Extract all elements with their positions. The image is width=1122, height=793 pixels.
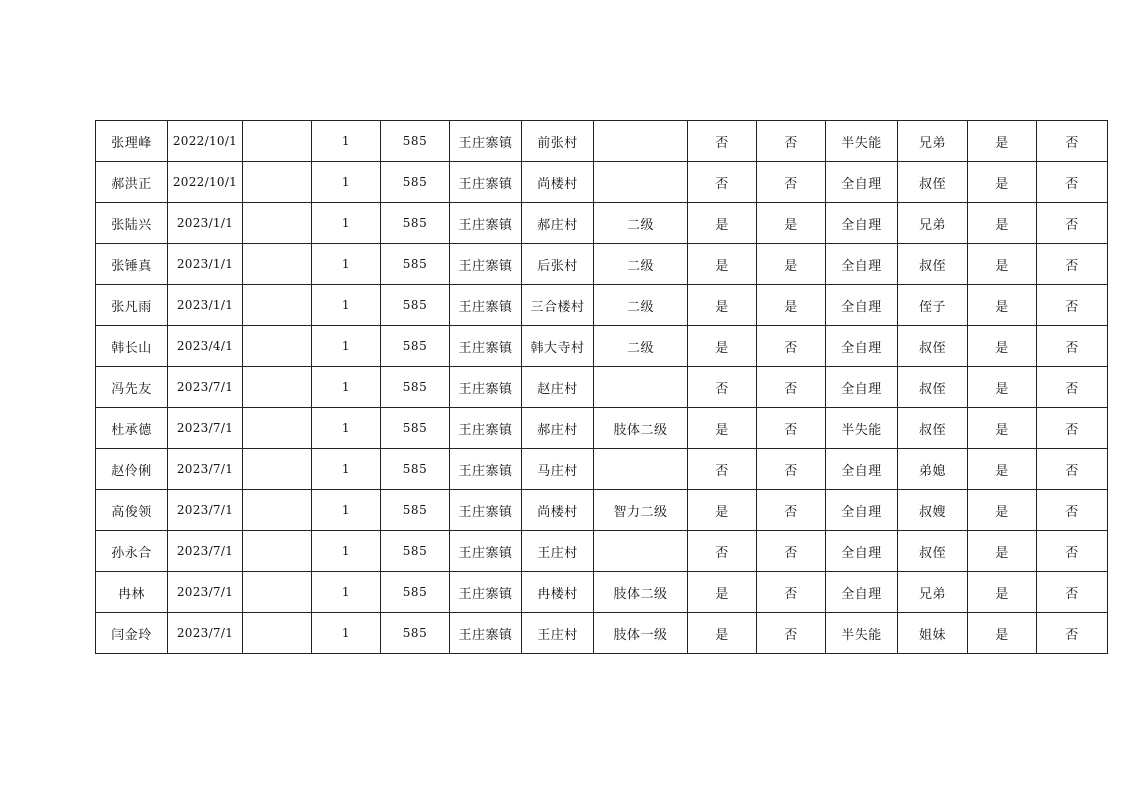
flag4-cell: 否: [1037, 408, 1108, 449]
table-row: [96, 572, 1108, 613]
blank-cell: [243, 613, 312, 654]
date-cell: 2023/7/1: [168, 408, 243, 449]
flag3-cell: 是: [968, 162, 1037, 203]
count-cell: 1: [312, 121, 381, 162]
relation-cell: 兄弟: [898, 121, 968, 162]
name-cell: 张凡雨: [96, 285, 168, 326]
village-cell: 王庄村: [522, 531, 594, 572]
village-cell: 三合楼村: [522, 285, 594, 326]
relation-cell: 兄弟: [898, 203, 968, 244]
flag3-cell: 是: [968, 244, 1037, 285]
town-cell: 王庄寨镇: [450, 285, 522, 326]
flag3-cell: 是: [968, 613, 1037, 654]
disability-cell: [594, 449, 688, 490]
amount-cell: 585: [381, 572, 450, 613]
village-cell: 王庄村: [522, 613, 594, 654]
flag1-cell: 是: [688, 244, 757, 285]
date-cell: 2023/7/1: [168, 449, 243, 490]
table-row: [96, 408, 1108, 449]
disability-cell: 智力二级: [594, 490, 688, 531]
flag3-cell: 是: [968, 121, 1037, 162]
name-cell: 高俊领: [96, 490, 168, 531]
date-cell: 2023/1/1: [168, 285, 243, 326]
name-cell: 郝洪正: [96, 162, 168, 203]
flag1-cell: 是: [688, 285, 757, 326]
flag3-cell: 是: [968, 285, 1037, 326]
disability-cell: 二级: [594, 244, 688, 285]
flag2-cell: 否: [757, 162, 826, 203]
blank-cell: [243, 285, 312, 326]
village-cell: 尚楼村: [522, 162, 594, 203]
flag1-cell: 是: [688, 490, 757, 531]
name-cell: 韩长山: [96, 326, 168, 367]
town-cell: 王庄寨镇: [450, 531, 522, 572]
count-cell: 1: [312, 531, 381, 572]
flag2-cell: 是: [757, 244, 826, 285]
town-cell: 王庄寨镇: [450, 244, 522, 285]
disability-cell: 肢体二级: [594, 408, 688, 449]
town-cell: 王庄寨镇: [450, 367, 522, 408]
flag3-cell: 是: [968, 449, 1037, 490]
flag3-cell: 是: [968, 490, 1037, 531]
flag4-cell: 否: [1037, 572, 1108, 613]
date-cell: 2022/10/1: [168, 121, 243, 162]
amount-cell: 585: [381, 531, 450, 572]
blank-cell: [243, 326, 312, 367]
disability-cell: [594, 162, 688, 203]
flag1-cell: 否: [688, 449, 757, 490]
flag1-cell: 否: [688, 121, 757, 162]
flag2-cell: 是: [757, 285, 826, 326]
name-cell: 张锤真: [96, 244, 168, 285]
flag2-cell: 否: [757, 613, 826, 654]
flag4-cell: 否: [1037, 162, 1108, 203]
count-cell: 1: [312, 613, 381, 654]
blank-cell: [243, 244, 312, 285]
roster-body: [96, 121, 1108, 654]
blank-cell: [243, 121, 312, 162]
blank-cell: [243, 572, 312, 613]
ability-cell: 全自理: [826, 490, 898, 531]
town-cell: 王庄寨镇: [450, 613, 522, 654]
village-cell: 赵庄村: [522, 367, 594, 408]
flag2-cell: 否: [757, 572, 826, 613]
date-cell: 2023/4/1: [168, 326, 243, 367]
blank-cell: [243, 203, 312, 244]
flag2-cell: 否: [757, 490, 826, 531]
flag3-cell: 是: [968, 326, 1037, 367]
flag4-cell: 否: [1037, 531, 1108, 572]
flag4-cell: 否: [1037, 326, 1108, 367]
relation-cell: 兄弟: [898, 572, 968, 613]
relation-cell: 叔侄: [898, 244, 968, 285]
ability-cell: 全自理: [826, 285, 898, 326]
amount-cell: 585: [381, 449, 450, 490]
village-cell: 尚楼村: [522, 490, 594, 531]
relation-cell: 叔侄: [898, 531, 968, 572]
relation-cell: 弟媳: [898, 449, 968, 490]
flag1-cell: 是: [688, 203, 757, 244]
ability-cell: 全自理: [826, 531, 898, 572]
table-row: [96, 326, 1108, 367]
flag1-cell: 否: [688, 162, 757, 203]
flag4-cell: 否: [1037, 490, 1108, 531]
disability-cell: 肢体二级: [594, 572, 688, 613]
ability-cell: 全自理: [826, 367, 898, 408]
name-cell: 孙永合: [96, 531, 168, 572]
name-cell: 赵伶俐: [96, 449, 168, 490]
town-cell: 王庄寨镇: [450, 408, 522, 449]
count-cell: 1: [312, 490, 381, 531]
amount-cell: 585: [381, 203, 450, 244]
flag2-cell: 否: [757, 121, 826, 162]
village-cell: 韩大寺村: [522, 326, 594, 367]
flag3-cell: 是: [968, 572, 1037, 613]
disability-cell: 二级: [594, 203, 688, 244]
amount-cell: 585: [381, 244, 450, 285]
roster-table: [95, 120, 1108, 654]
relation-cell: 叔侄: [898, 408, 968, 449]
count-cell: 1: [312, 285, 381, 326]
flag4-cell: 否: [1037, 613, 1108, 654]
table-row: [96, 162, 1108, 203]
blank-cell: [243, 531, 312, 572]
amount-cell: 585: [381, 162, 450, 203]
relation-cell: 侄子: [898, 285, 968, 326]
relation-cell: 叔侄: [898, 326, 968, 367]
village-cell: 后张村: [522, 244, 594, 285]
flag1-cell: 是: [688, 326, 757, 367]
town-cell: 王庄寨镇: [450, 203, 522, 244]
date-cell: 2023/1/1: [168, 244, 243, 285]
name-cell: 闫金玲: [96, 613, 168, 654]
flag3-cell: 是: [968, 203, 1037, 244]
ability-cell: 全自理: [826, 162, 898, 203]
flag4-cell: 否: [1037, 449, 1108, 490]
ability-cell: 全自理: [826, 572, 898, 613]
town-cell: 王庄寨镇: [450, 449, 522, 490]
blank-cell: [243, 449, 312, 490]
blank-cell: [243, 408, 312, 449]
blank-cell: [243, 490, 312, 531]
relation-cell: 姐妹: [898, 613, 968, 654]
blank-cell: [243, 162, 312, 203]
disability-cell: 二级: [594, 285, 688, 326]
name-cell: 冉林: [96, 572, 168, 613]
ability-cell: 半失能: [826, 408, 898, 449]
date-cell: 2023/7/1: [168, 531, 243, 572]
amount-cell: 585: [381, 490, 450, 531]
village-cell: 马庄村: [522, 449, 594, 490]
town-cell: 王庄寨镇: [450, 121, 522, 162]
flag2-cell: 否: [757, 531, 826, 572]
flag4-cell: 否: [1037, 244, 1108, 285]
name-cell: 张理峰: [96, 121, 168, 162]
date-cell: 2023/7/1: [168, 490, 243, 531]
ability-cell: 全自理: [826, 326, 898, 367]
table-row: [96, 367, 1108, 408]
village-cell: 郝庄村: [522, 203, 594, 244]
ability-cell: 全自理: [826, 449, 898, 490]
count-cell: 1: [312, 162, 381, 203]
disability-cell: [594, 531, 688, 572]
name-cell: 冯先友: [96, 367, 168, 408]
disability-cell: [594, 367, 688, 408]
flag2-cell: 是: [757, 203, 826, 244]
relation-cell: 叔嫂: [898, 490, 968, 531]
town-cell: 王庄寨镇: [450, 326, 522, 367]
flag2-cell: 否: [757, 367, 826, 408]
flag1-cell: 否: [688, 531, 757, 572]
ability-cell: 半失能: [826, 121, 898, 162]
disability-cell: 二级: [594, 326, 688, 367]
village-cell: 冉楼村: [522, 572, 594, 613]
count-cell: 1: [312, 203, 381, 244]
date-cell: 2023/7/1: [168, 367, 243, 408]
table-row: [96, 121, 1108, 162]
count-cell: 1: [312, 244, 381, 285]
ability-cell: 全自理: [826, 203, 898, 244]
name-cell: 张陆兴: [96, 203, 168, 244]
count-cell: 1: [312, 367, 381, 408]
count-cell: 1: [312, 326, 381, 367]
ability-cell: 半失能: [826, 613, 898, 654]
town-cell: 王庄寨镇: [450, 490, 522, 531]
flag4-cell: 否: [1037, 203, 1108, 244]
relation-cell: 叔侄: [898, 367, 968, 408]
count-cell: 1: [312, 408, 381, 449]
date-cell: 2022/10/1: [168, 162, 243, 203]
date-cell: 2023/1/1: [168, 203, 243, 244]
flag4-cell: 否: [1037, 367, 1108, 408]
village-cell: 郝庄村: [522, 408, 594, 449]
flag3-cell: 是: [968, 531, 1037, 572]
flag1-cell: 是: [688, 408, 757, 449]
name-cell: 杜承德: [96, 408, 168, 449]
amount-cell: 585: [381, 285, 450, 326]
count-cell: 1: [312, 449, 381, 490]
count-cell: 1: [312, 572, 381, 613]
table-row: [96, 613, 1108, 654]
village-cell: 前张村: [522, 121, 594, 162]
town-cell: 王庄寨镇: [450, 572, 522, 613]
disability-cell: 肢体一级: [594, 613, 688, 654]
town-cell: 王庄寨镇: [450, 162, 522, 203]
table-row: [96, 203, 1108, 244]
blank-cell: [243, 367, 312, 408]
amount-cell: 585: [381, 613, 450, 654]
amount-cell: 585: [381, 367, 450, 408]
amount-cell: 585: [381, 408, 450, 449]
table-row: [96, 449, 1108, 490]
flag3-cell: 是: [968, 367, 1037, 408]
flag2-cell: 否: [757, 408, 826, 449]
table-row: [96, 244, 1108, 285]
flag1-cell: 是: [688, 613, 757, 654]
table-row: [96, 490, 1108, 531]
flag3-cell: 是: [968, 408, 1037, 449]
amount-cell: 585: [381, 326, 450, 367]
flag4-cell: 否: [1037, 121, 1108, 162]
table-row: [96, 531, 1108, 572]
flag2-cell: 否: [757, 449, 826, 490]
date-cell: 2023/7/1: [168, 613, 243, 654]
relation-cell: 叔侄: [898, 162, 968, 203]
date-cell: 2023/7/1: [168, 572, 243, 613]
disability-cell: [594, 121, 688, 162]
flag1-cell: 是: [688, 572, 757, 613]
table-row: [96, 285, 1108, 326]
ability-cell: 全自理: [826, 244, 898, 285]
amount-cell: 585: [381, 121, 450, 162]
flag2-cell: 否: [757, 326, 826, 367]
flag4-cell: 否: [1037, 285, 1108, 326]
flag1-cell: 否: [688, 367, 757, 408]
